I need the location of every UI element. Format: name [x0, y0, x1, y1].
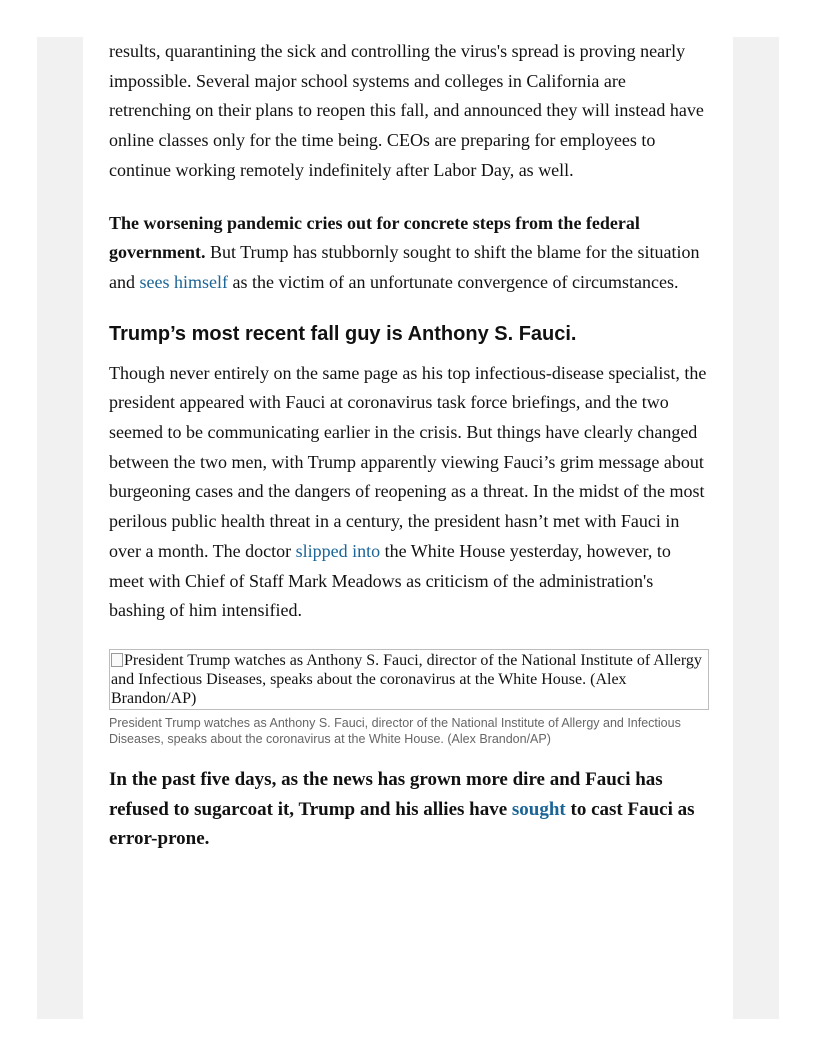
paragraph-3-text-end: the White House yesterday, however, to meet with Chief of Staff Mark Meadows as criticism of the administration's bashing of him intensified. — [109, 540, 671, 621]
paragraph-4-text: In the past five days, as the news has grown more dire and Fauci has refused to sugarcoat it, Trump and his allies have — [109, 768, 663, 820]
image-alt-text: President Trump watches as Anthony S. Fauci, director of the National Institute of Allergy and Infectious Diseases, speaks about the coronavirus at the White House. (Alex Brandon/AP) — [111, 651, 702, 707]
article-image — [109, 649, 709, 710]
paragraph-2-text-end: as the victim of an unfortunate convergence of circumstances. — [227, 271, 679, 292]
paragraph-2 — [109, 209, 709, 298]
slipped-into-link[interactable]: slipped into — [295, 540, 381, 561]
paragraph-1: results, quarantining the sick and controlling the virus's spread is proving nearly impossible. Several major school systems and colleges in California are retrenching on their plans to reopen this fall, and announced they will instead have online classes only for the time being. CEOs are preparing for employees to continue working remotely indefinitely after Labor Day, as well. — [109, 41, 704, 180]
paragraph-3-text: Though never entirely on the same page as his top infectious-disease specialist, the president appeared with Fauci at coronavirus task force briefings, and the two seemed to be communicating earlier in the crisis. But things have clearly changed between the two men, with Trump apparently viewing Fauci’s grim message about burgeoning cases and the dangers of reopening as a threat. In the midst of the most perilous public health threat in a century, the president hasn’t met with Fauci in over a month. The doctor — [109, 362, 707, 561]
paragraph-4-text-end: to cast Fauci as error-prone. — [109, 798, 695, 850]
article-body — [109, 37, 709, 854]
sees-himself-link[interactable]: sees himself — [139, 271, 228, 292]
left-margin-panel — [37, 37, 83, 1019]
paragraph-2-bold: The worsening pandemic cries out for concrete steps from the federal government. — [109, 212, 640, 263]
section-heading: Trump’s most recent fall guy is Anthony S. Fauci. — [109, 322, 577, 345]
right-margin-panel — [733, 37, 779, 1019]
broken-image-icon — [111, 653, 123, 667]
paragraph-2-text: But Trump has stubbornly sought to shift the blame for the situation and — [109, 242, 700, 292]
image-caption: President Trump watches as Anthony S. Fauci, director of the National Institute of Allergy and Infectious Diseases, speaks about the coronavirus at the White House. (Alex Brandon/AP) — [109, 715, 681, 746]
paragraph-4 — [109, 765, 709, 854]
sought-link[interactable]: sought — [511, 798, 566, 820]
paragraph-3 — [109, 359, 709, 626]
